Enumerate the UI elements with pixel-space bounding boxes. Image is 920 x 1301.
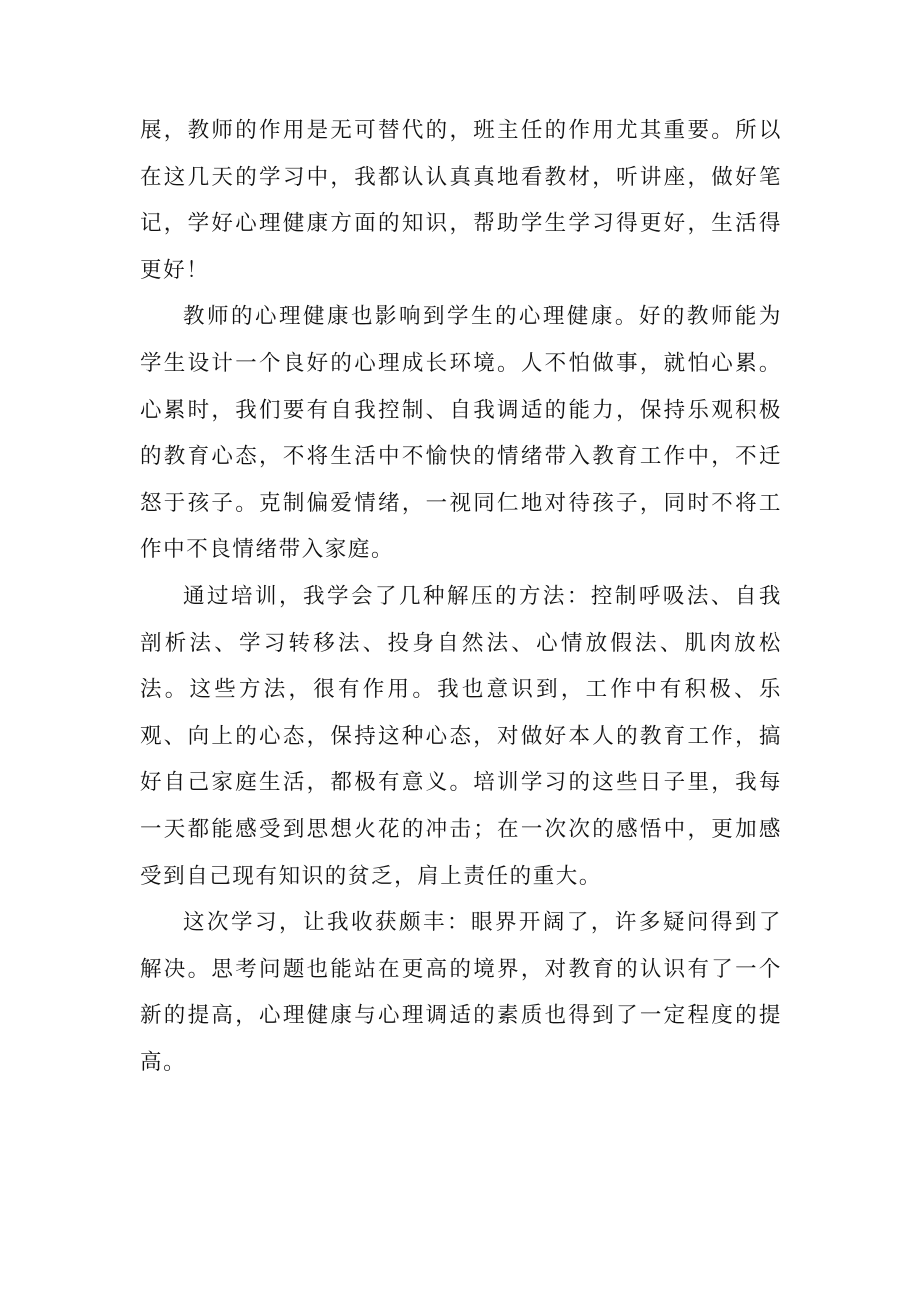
paragraph-2: 教师的心理健康也影响到学生的心理健康。好的教师能为学生设计一个良好的心理成长环境。人不怕做事，就怕心累。心累时，我们要有自我控制、自我调适的能力，保持乐观积极的教育心态，不将生活中不愉快的情绪带入教育工作中，不迁怒于孩子。克制偏爱情绪，一视同仁地对待孩子，同时不将工作中不良情绪带入家庭。 xyxy=(140,304,782,563)
paragraph-4: 这次学习，让我收获颇丰：眼界开阔了，许多疑问得到了解决。思考问题也能站在更高的境界，对教育的认识有了一个新的提高，心理健康与心理调适的素质也得到了一定程度的提高。 xyxy=(140,910,782,1075)
document-body xyxy=(140,108,782,1086)
paragraph-3: 通过培训，我学会了几种解压的方法：控制呼吸法、自我剖析法、学习转移法、投身自然法、心情放假法、肌肉放松法。这些方法，很有作用。我也意识到，工作中有积极、乐观、向上的心态，保持这种心态，对做好本人的教育工作，搞好自己家庭生活，都极有意义。培训学习的这些日子里，我每一天都能感受到思想火花的冲击；在一次次的感悟中，更加感受到自己现有知识的贫乏，肩上责任的重大。 xyxy=(140,583,782,889)
paragraph-1: 展，教师的作用是无可替代的，班主任的作用尤其重要。所以在这几天的学习中，我都认认真真地看教材，听讲座，做好笔记，学好心理健康方面的知识，帮助学生学习得更好，生活得更好！ xyxy=(140,118,782,283)
